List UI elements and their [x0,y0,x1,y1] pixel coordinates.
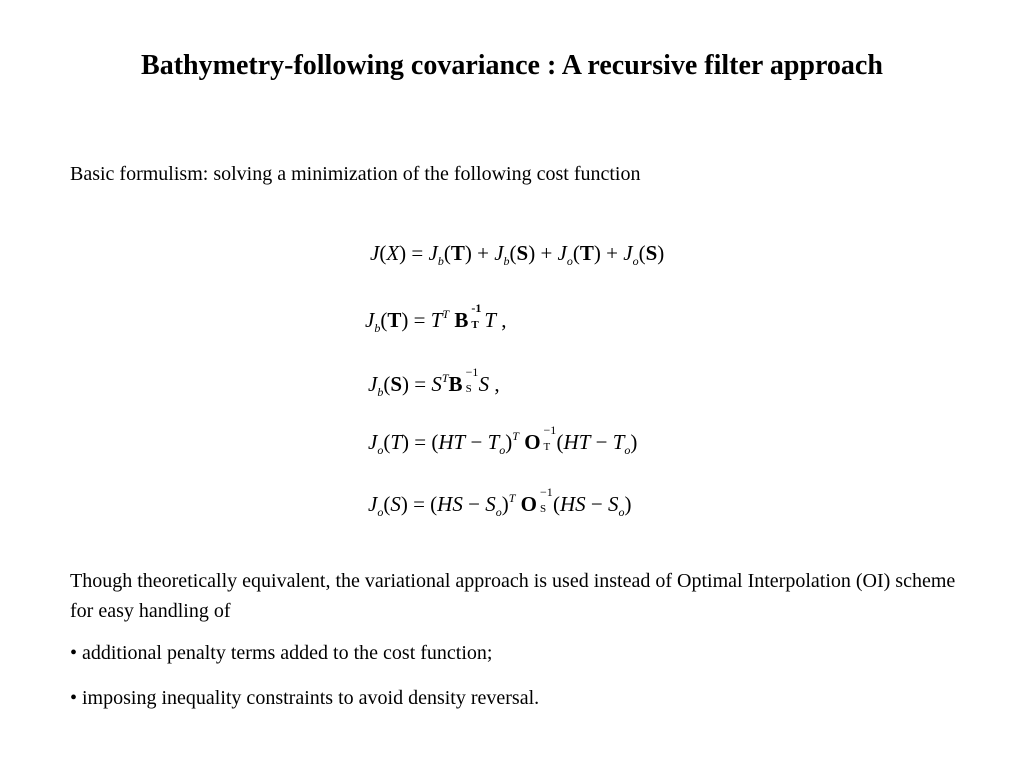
bullet-item-penalty-terms: • additional penalty terms added to the cost function; [70,642,493,664]
explanation-paragraph: Though theoretically equivalent, the variational approach is used instead of Optimal Interpolation (OI) scheme for easy handling of [70,570,956,622]
intro-text: Basic formulism: solving a minimization of the following cost function [70,163,641,185]
equation-observation-temperature: $J_o(T) = (HT - T_o)^T$ O −1 T $(HT - T_o)$ [368,423,638,457]
bullet-item-inequality-constraints: • imposing inequality constraints to avoid density reversal. [70,687,540,709]
equation-observation-salinity: $J_o(S) = (HS - S_o)^T$ O −1 S $(HS - S_o)$ [368,485,632,519]
equation-background-salinity: $J_b(S) = S^TB$ −1 S S , [368,365,500,399]
equation-background-temperature: $J_b(T) = T^T$ B -1 T T , [365,301,507,335]
slide-title: Bathymetry-following covariance : A recursive filter approach [141,50,883,81]
equation-total-cost: $J(X) = J_b(T) + J_b(S) + J_o(T) + J_o(S)$ [370,241,665,268]
